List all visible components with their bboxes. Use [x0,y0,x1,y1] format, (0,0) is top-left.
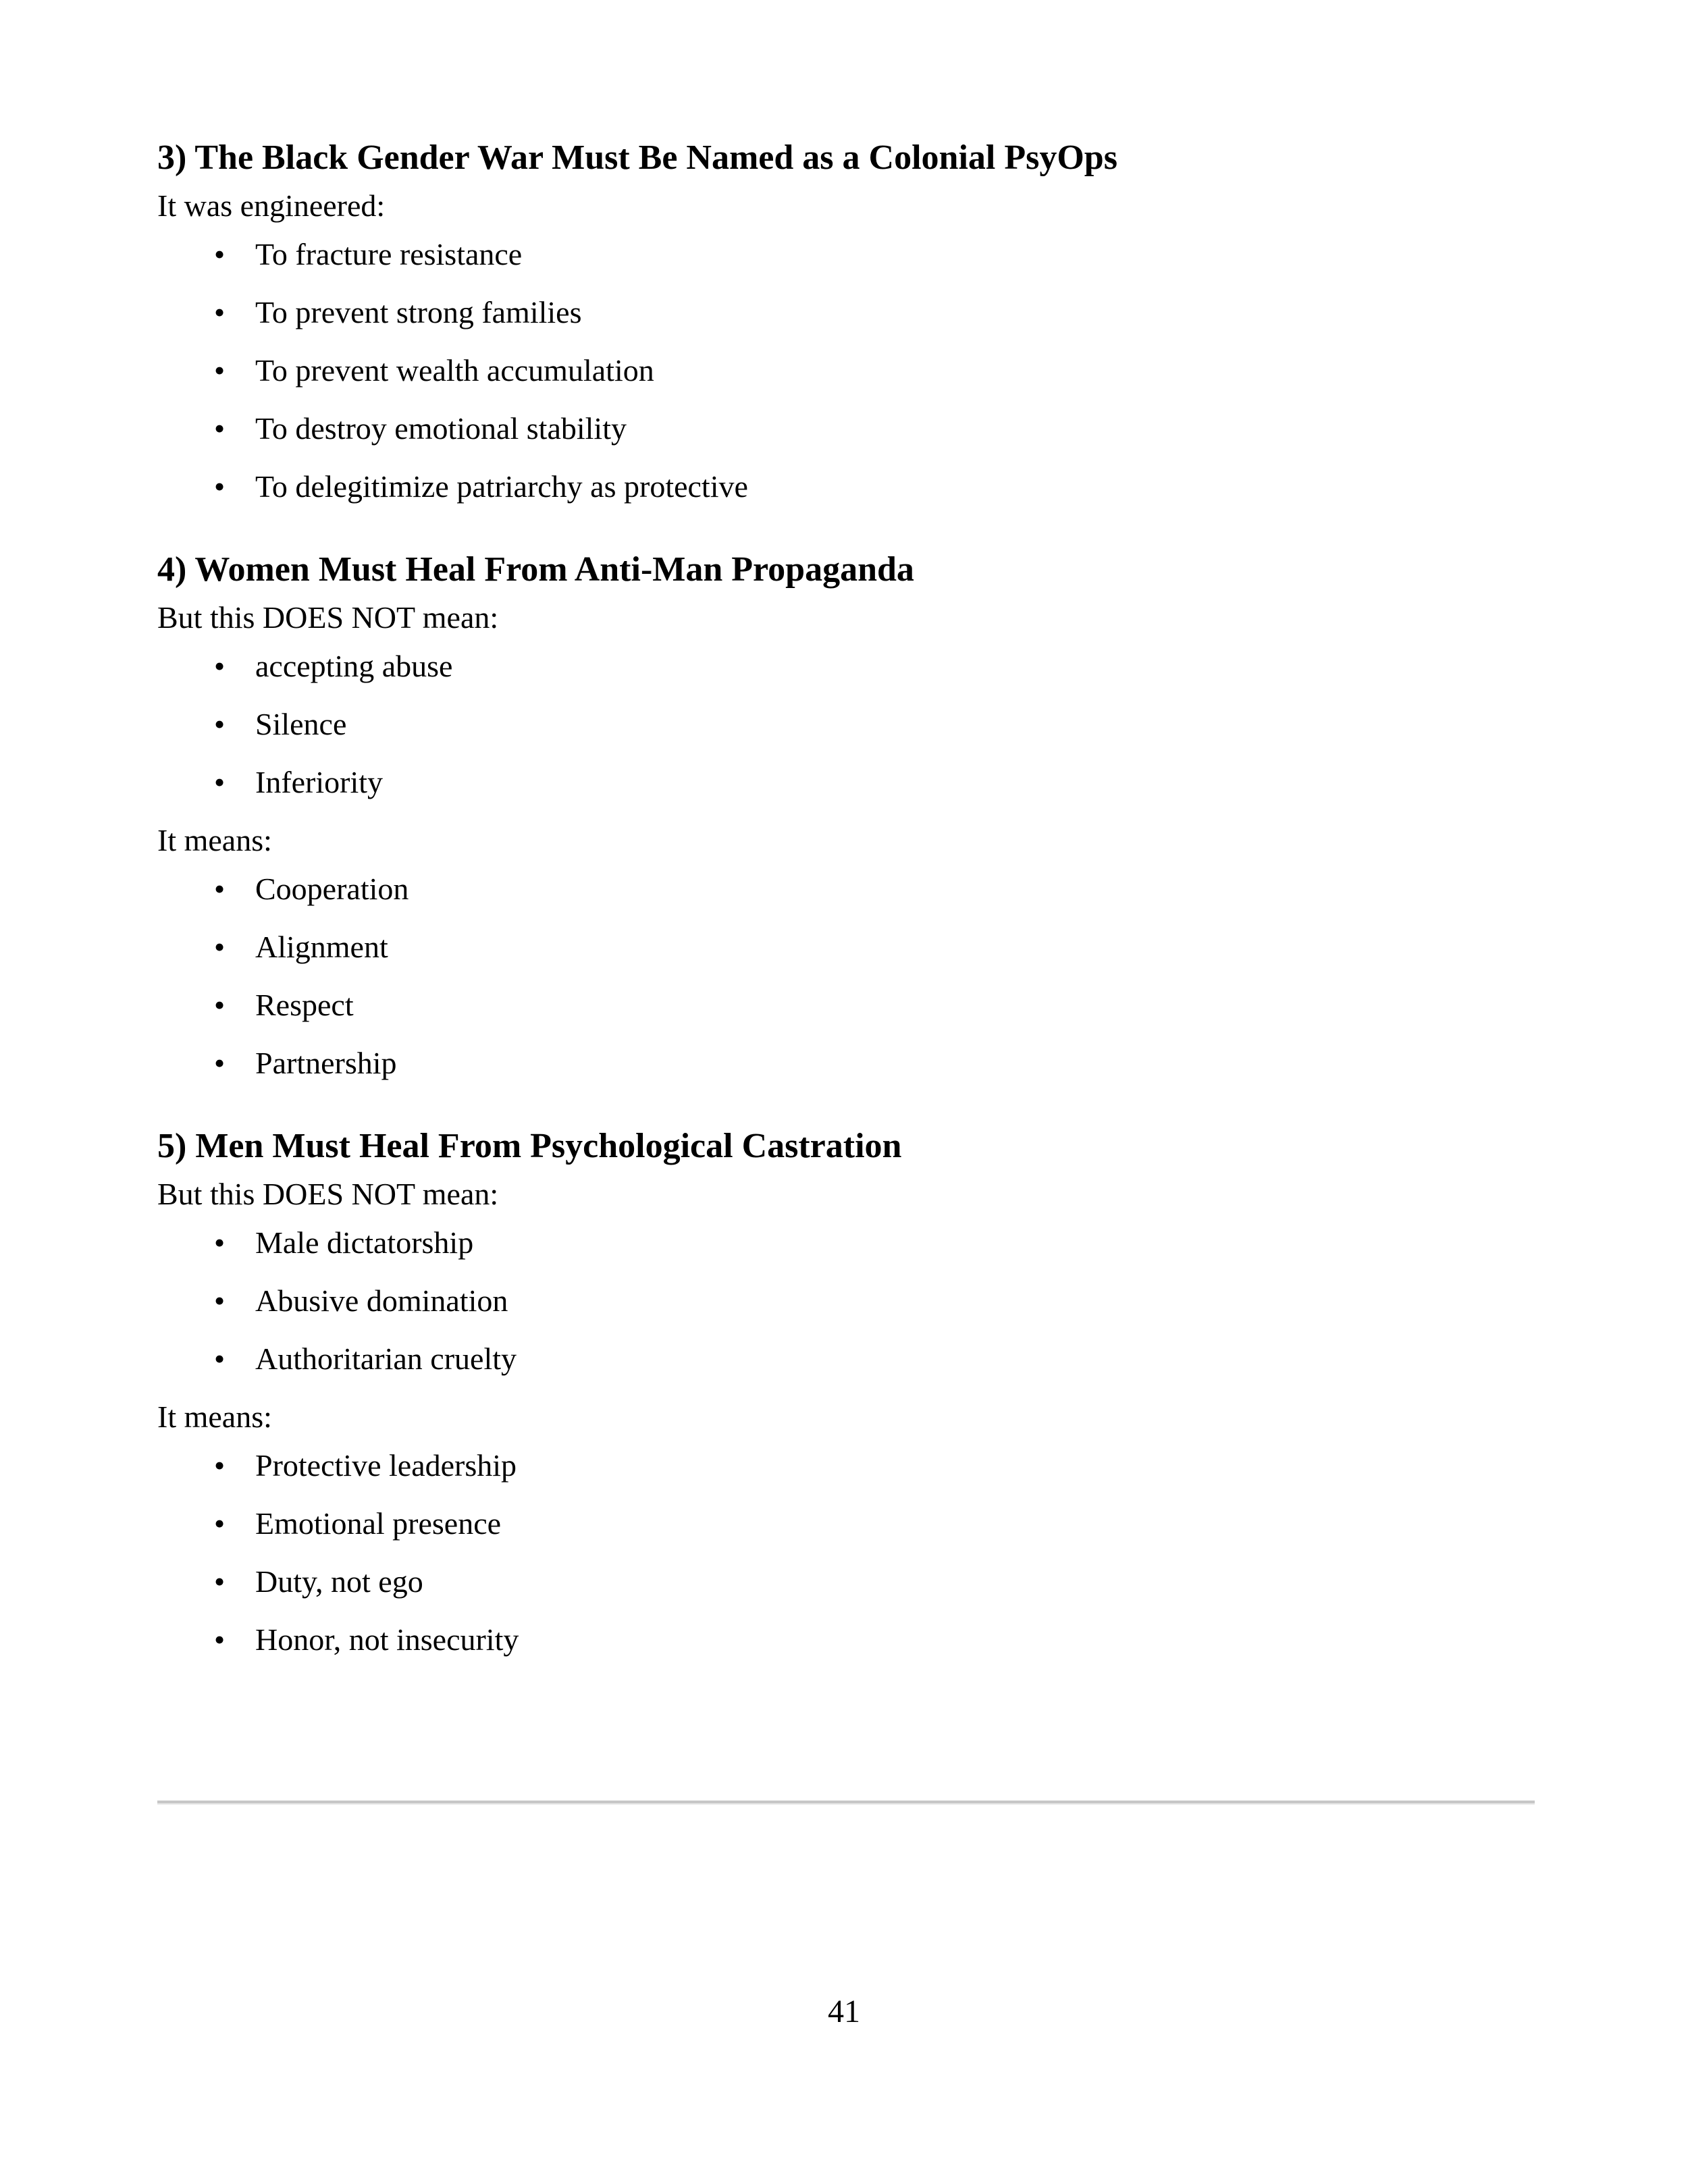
list-item [157,1445,1535,1487]
bullet-icon: • [214,237,226,271]
list-item-text: Abusive domination [255,1283,508,1318]
page-number: 41 [828,1994,860,2029]
list-item-text: Inferiority [255,765,384,799]
bullet-icon: • [214,707,226,741]
section-intro-2: It means: [157,823,272,857]
bullet-icon: • [214,353,226,388]
bullet-icon: • [214,1622,226,1657]
bullet-icon: • [214,1564,226,1599]
list-item-text: Respect [255,988,354,1022]
bullet-icon: • [214,649,226,683]
list-item [157,868,1535,910]
section-heading: 4) Women Must Heal From Anti-Man Propaganda [157,550,914,589]
list-item-text: Honor, not insecurity [255,1622,519,1657]
list-item [157,466,1535,508]
section-intro: But this DOES NOT mean: [157,1177,499,1211]
list-item [157,984,1535,1026]
bullet-icon: • [214,872,226,906]
bullet-icon: • [214,930,226,964]
list-item-text: Emotional presence [255,1506,502,1541]
list-item-text: Partnership [255,1046,397,1080]
list-item-text: To prevent wealth accumulation [255,353,654,388]
list-item [157,1042,1535,1084]
section-heading: 3) The Black Gender War Must Be Named as a Colonial PsyOps [157,138,1117,177]
bullet-icon: • [214,988,226,1022]
section-intro-2: It means: [157,1400,272,1434]
list-item-text: Duty, not ego [255,1564,423,1599]
section-intro: But this DOES NOT mean: [157,600,499,635]
list-item-text: To fracture resistance [255,237,523,271]
list-item [157,1338,1535,1380]
list-item [157,350,1535,392]
bullet-icon: • [214,1283,226,1318]
list-item [157,1503,1535,1545]
list-item [157,1280,1535,1322]
bullet-icon: • [214,765,226,799]
bullet-icon: • [214,1506,226,1541]
bullet-icon: • [214,295,226,329]
list-item-text: accepting abuse [255,649,453,683]
bullet-list [157,645,1535,803]
section-intro: It was engineered: [157,188,386,223]
list-item [157,1561,1535,1603]
bullet-icon: • [214,1448,226,1483]
list-item-text: To prevent strong families [255,295,582,329]
list-item [157,703,1535,745]
section-women-heal [157,547,1535,1084]
list-item [157,762,1535,803]
list-item-text: Cooperation [255,872,409,906]
list-item [157,1222,1535,1264]
document-page [157,135,1535,1677]
bullet-list [157,234,1535,508]
list-item-text: Male dictatorship [255,1225,474,1260]
list-item-text: To destroy emotional stability [255,411,627,446]
list-item-text: Silence [255,707,347,741]
bullet-list [157,868,1535,1084]
list-item [157,234,1535,275]
list-item-text: Protective leadership [255,1448,517,1483]
section-men-heal [157,1123,1535,1661]
list-item-text: To delegitimize patriarchy as protective [255,469,748,504]
bullet-icon: • [214,411,226,446]
list-item [157,645,1535,687]
bullet-list [157,1445,1535,1661]
bullet-icon: • [214,469,226,504]
list-item-text: Alignment [255,930,388,964]
section-colonial-psyops [157,135,1535,508]
section-heading: 5) Men Must Heal From Psychological Castration [157,1127,902,1165]
list-item-text: Authoritarian cruelty [255,1341,517,1376]
bullet-icon: • [214,1046,226,1080]
list-item [157,1619,1535,1661]
bullet-icon: • [214,1341,226,1376]
list-item [157,926,1535,968]
list-item [157,408,1535,450]
list-item [157,292,1535,334]
bullet-list [157,1222,1535,1380]
horizontal-divider [157,1801,1535,1805]
bullet-icon: • [214,1225,226,1260]
